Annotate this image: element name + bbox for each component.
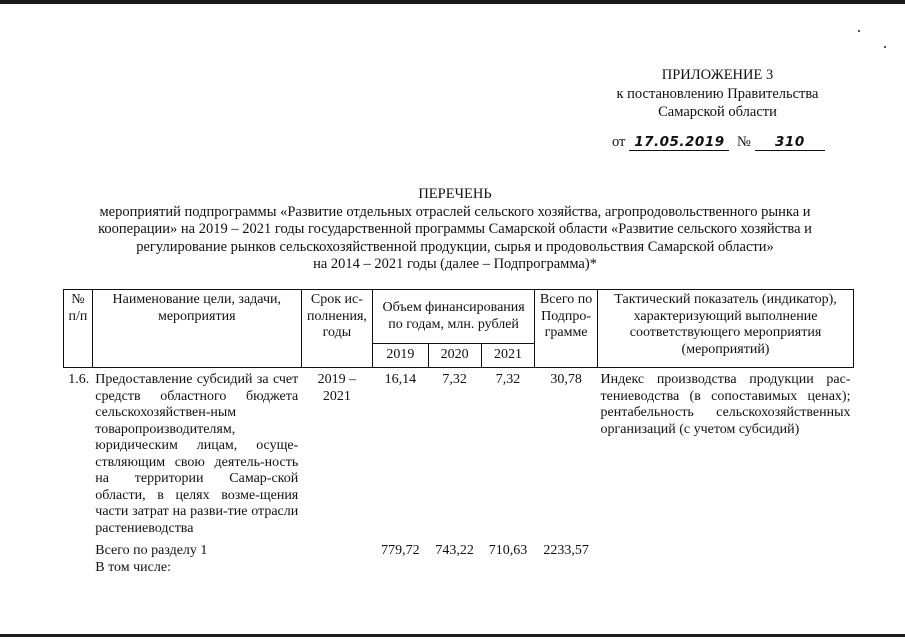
row-value-2020: 7,32 xyxy=(442,372,467,387)
title-line-1: мероприятий подпрограммы «Развитие отдельных отраслей сельского хозяйства, агропродовольственного рынка и xyxy=(99,203,811,220)
header-indicator: Тактический показатель (индикатор), характеризующий выполнение соответствующего мероприятия (мероприятий) xyxy=(598,290,854,368)
section-total-2021: 710,63 xyxy=(488,543,528,558)
including-label: В том числе: xyxy=(95,559,171,575)
number-label: № xyxy=(737,134,751,150)
section-total-all: 2233,57 xyxy=(543,543,589,558)
scan-speck xyxy=(884,46,886,48)
appendix-region: Самарской области xyxy=(658,104,777,120)
section-total-label: Всего по разделу 1 xyxy=(95,543,208,558)
row-value-2021: 7,32 xyxy=(495,372,521,387)
appendix-subtitle: к постановлению Правительства xyxy=(616,85,819,102)
header-year-2019: 2019 xyxy=(373,344,428,368)
row-num: 1.6. xyxy=(68,372,90,387)
table-row xyxy=(64,368,854,538)
section-total-row xyxy=(64,537,854,560)
scan-bottom-border xyxy=(0,634,905,637)
appendix-title: ПРИЛОЖЕНИЕ 3 xyxy=(661,67,774,83)
header-year-2020: 2020 xyxy=(428,344,481,368)
title-line-3: регулирование рынков сельскохозяйственной продукции, сырья и продовольствия Самарской области» xyxy=(136,238,774,255)
handwritten-date: 17.05.2019 xyxy=(629,134,729,151)
appendix-block xyxy=(600,66,835,122)
section-total-2020: 743,22 xyxy=(435,543,474,558)
title-line-2: кооперации» на 2019 – 2021 годы государственной программы Самарской области «Развитие сельского хозяйства и xyxy=(98,221,812,237)
row-term: 2019 – 2021 xyxy=(317,372,357,404)
decree-reference xyxy=(612,134,825,151)
including-row xyxy=(64,560,854,577)
header-year-2021: 2021 xyxy=(481,344,534,368)
from-label: от xyxy=(612,134,626,150)
title-line-4: на 2014 – 2021 годы (далее – Подпрограмма)* xyxy=(313,256,597,272)
header-name: Наименование цели, задачи, мероприятия xyxy=(92,290,301,368)
title-heading: ПЕРЕЧЕНЬ xyxy=(418,186,492,202)
document-title xyxy=(40,186,870,274)
scan-speck xyxy=(858,30,860,32)
scan-top-border xyxy=(0,0,905,4)
row-name: Предоставление субсидий за счет средств областного бюджета сельскохозяйствен-ным товаропроизводителям, юридическим лицам, осуще-ствляющим свою деятель-ность на территории Самар-ской области, в целях возме-щения части затрат на разви-тие отрасли растениеводства xyxy=(95,372,299,536)
header-total: Всего по Подпро-грамме xyxy=(535,290,598,368)
row-total: 30,78 xyxy=(550,372,582,387)
header-num: № п/п xyxy=(64,290,93,368)
row-indicator: Индекс производства продукции рас-тениеводства (в сопоставимых ценах); рентабельность сельскохозяйственных организаций (с учетом субсидий) xyxy=(600,372,851,437)
header-term: Срок ис-полнения, годы xyxy=(301,290,372,368)
section-total-2019: 779,72 xyxy=(381,543,420,558)
row-value-2019: 16,14 xyxy=(384,372,417,387)
measures-table xyxy=(63,289,854,576)
header-funding: Объем финансирования по годам, млн. рублей xyxy=(373,290,535,344)
handwritten-number: 310 xyxy=(755,134,825,151)
